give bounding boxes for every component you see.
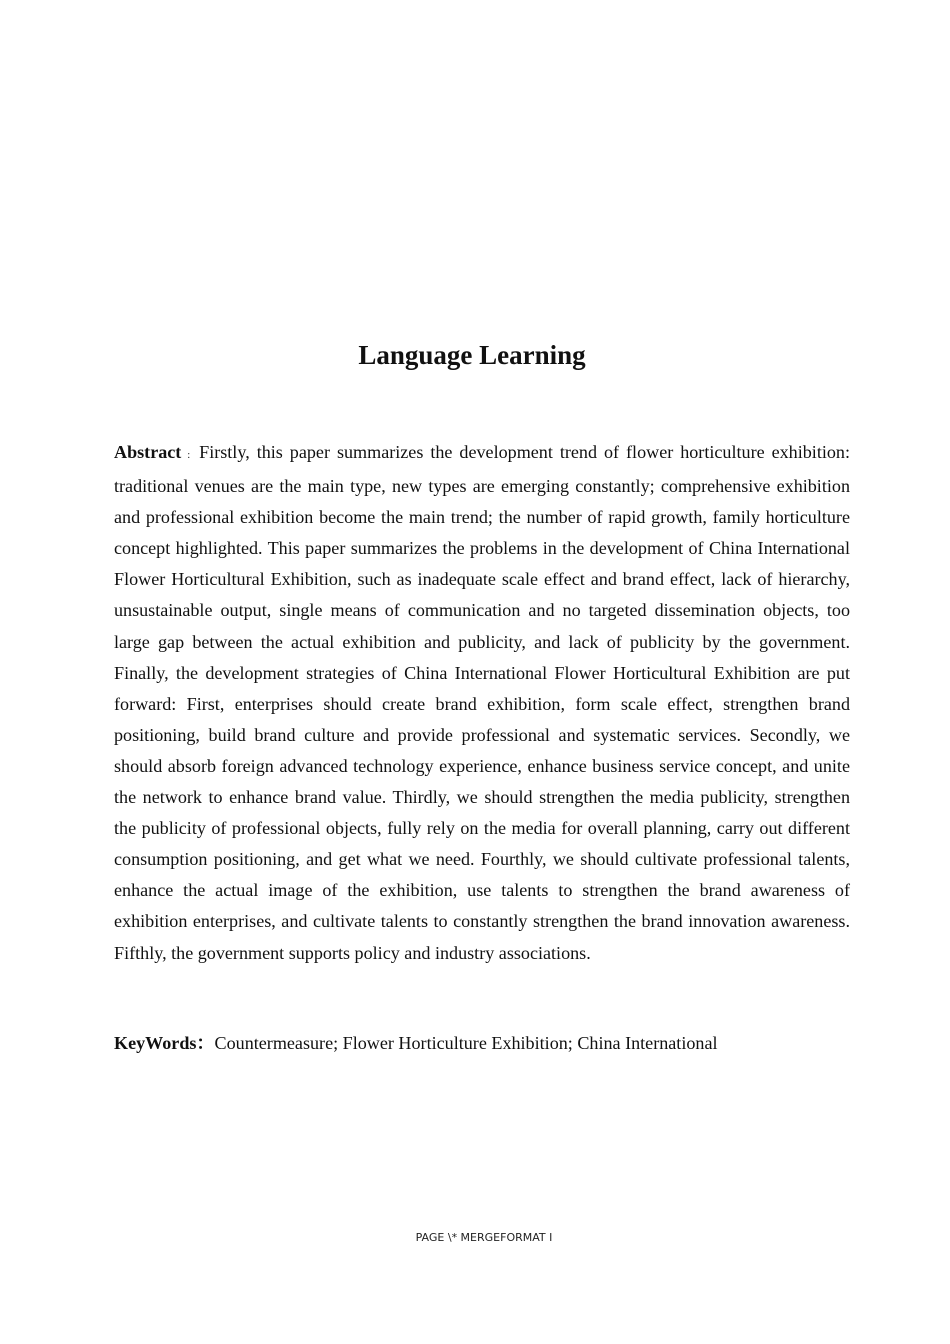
keywords-label: KeyWords：: [114, 1033, 215, 1053]
abstract-label: Abstract: [114, 442, 182, 462]
page-footer: PAGE \* MERGEFORMAT I: [415, 1231, 553, 1244]
page-title: Language Learning: [358, 340, 586, 370]
keywords-text: Countermeasure; Flower Horticulture Exhibition; China International: [214, 1033, 718, 1053]
abstract-colon: :: [187, 450, 191, 461]
abstract-text: Firstly, this paper summarizes the development trend of flower horticulture exhibition: traditional venues are the main type, new types are emerging constantly; comprehensive exhibition and professional exhibition become the main trend; the number of rapid growth, family horticulture concept highlighted. This paper summarizes the problems in the development of China International Flower Horticultural Exhibition, such as inadequate scale effect and brand effect, lack of hierarchy, unsustainable output, single means of communication and no targeted dissemination objects, too large gap between the actual exhibition and publicity, and lack of publicity by the government. Finally, the development strategies of China International Flower Horticultural Exhibition are put forward: First, enterprises should create brand exhibition, form scale effect, strengthen brand positioning, build brand culture and provide professional and systematic services. Secondly, we should absorb foreign advanced technology experience, enhance business service concept, and unite the network to enhance brand value. Thirdly, we should strengthen the media publicity, strengthen the publicity of professional objects, fully rely on the media for overall planning, carry out different consumption positioning, and get what we need. Fourthly, we should cultivate professional talents, enhance the actual image of the exhibition, use talents to strengthen the brand awareness of exhibition enterprises, and cultivate talents to constantly strengthen the brand innovation awareness. Fifthly, the government supports policy and industry associations.: [114, 442, 850, 963]
abstract-paragraph: [114, 437, 850, 969]
keywords-paragraph: [114, 1028, 854, 1059]
